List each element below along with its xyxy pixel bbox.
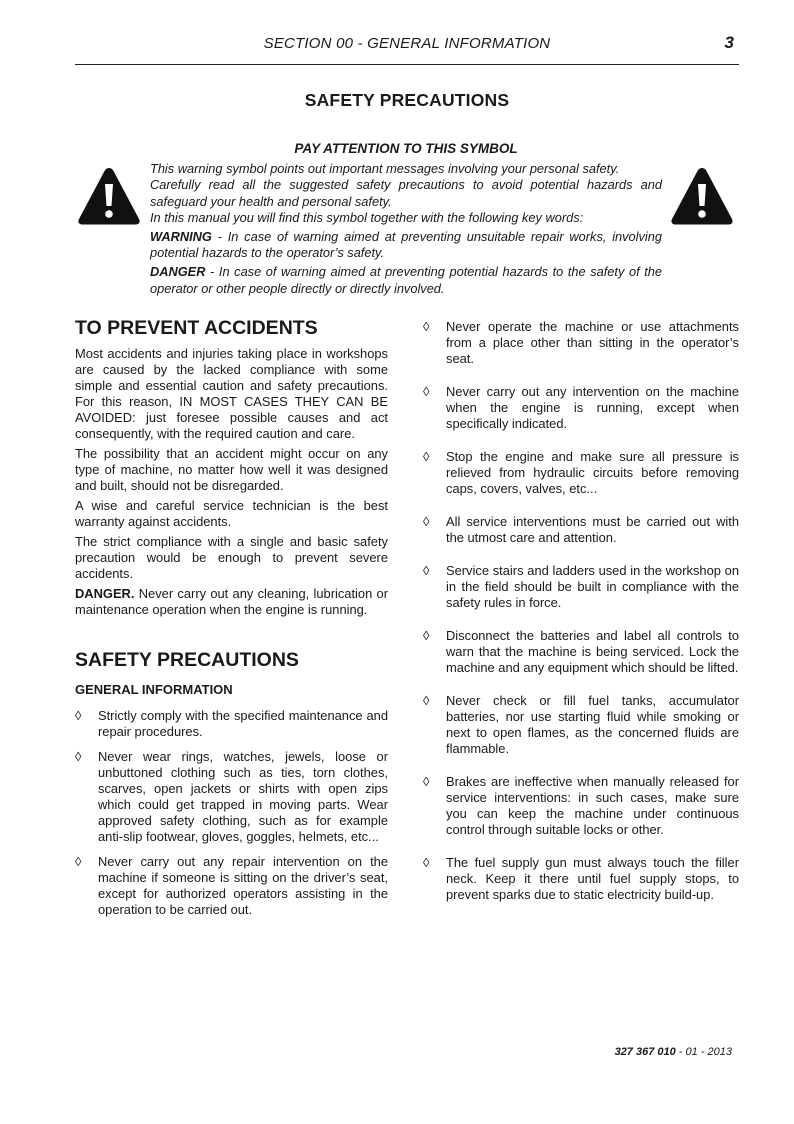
list-item <box>75 749 388 845</box>
accidents-heading: TO PREVENT ACCIDENTS <box>75 317 318 339</box>
bullet-text: Service stairs and ladders used in the workshop on in the field should be built in compliance with the safety rules in force. <box>446 563 739 610</box>
diamond-bullet-icon: ◊ <box>423 628 430 643</box>
diamond-bullet-icon: ◊ <box>75 708 82 723</box>
accidents-paragraph: A wise and careful service technician is the best warranty against accidents. <box>75 498 388 529</box>
list-item <box>423 384 739 432</box>
right-bullet-list <box>423 319 739 903</box>
attention-intro: In this manual you will find this symbol together with the following key words: <box>150 209 584 225</box>
danger-definition <box>150 264 662 296</box>
diamond-bullet-icon: ◊ <box>423 514 430 529</box>
page-number: 3 <box>724 33 734 52</box>
safety-heading: SAFETY PRECAUTIONS <box>75 649 299 671</box>
bullet-text: Strictly comply with the specified maintenance and repair procedures. <box>98 708 388 739</box>
document-number: 327 367 010 <box>614 1046 676 1058</box>
accidents-paragraph: The strict compliance with a single and basic safety precaution would be enough to prevent severe accidents. <box>75 534 388 581</box>
danger-note-label: DANGER. <box>75 586 135 601</box>
main-title: SAFETY PRECAUTIONS <box>304 90 510 110</box>
bullet-text: Brakes are ineffective when manually released for service interventions: in such cases, make sure you can keep the machine under continuous control through suitable locks or other. <box>446 774 739 837</box>
accidents-paragraph: Most accidents and injuries taking place in workshops are caused by the lacked compliance with some simple and essential caution and safety precautions. For this reason, IN MOST CASES THEY CAN BE AVOIDED: just foresee possible causes and act consequently, with the required caution and care. <box>75 346 388 441</box>
list-item <box>423 514 739 546</box>
list-item <box>423 449 739 497</box>
bullet-text: Never carry out any repair intervention on the machine if someone is sitting on the driver’s seat, except for authorized operators assisting in the operation to be carried out. <box>98 854 388 917</box>
revision-date: - 01 - 2013 <box>675 1046 732 1058</box>
bullet-text: Stop the engine and make sure all pressure is relieved from hydraulic circuits before removing caps, covers, valves, etc... <box>446 449 739 496</box>
attention-block <box>150 141 662 297</box>
list-item <box>75 708 388 740</box>
warning-definition <box>150 229 662 261</box>
diamond-bullet-icon: ◊ <box>75 749 82 764</box>
diamond-bullet-icon: ◊ <box>423 855 430 870</box>
attention-intro: Carefully read all the suggested safety precautions to avoid potential hazards and safeguard your health and personal safety. <box>150 177 662 209</box>
bullet-text: Never check or fill fuel tanks, accumulator batteries, nor use starting fluid while smoking or next to open flames, as the concerned fluids are flammable. <box>446 693 739 756</box>
attention-intro: This warning symbol points out important messages involving your personal safety. <box>150 161 620 177</box>
bullet-text: Never wear rings, watches, jewels, loose or unbuttoned clothing such as ties, torn clothes, scarves, open jackets or shirts with open zips which could get trapped in moving parts. Wear approved safety clothing, such as for example anti-slip footwear, gloves, goggles, helmets, etc... <box>98 749 388 844</box>
diamond-bullet-icon: ◊ <box>423 449 430 464</box>
diamond-bullet-icon: ◊ <box>75 854 82 869</box>
bullet-text: All service interventions must be carried out with the utmost care and attention. <box>446 514 739 545</box>
left-bullet-list <box>75 708 388 918</box>
diamond-bullet-icon: ◊ <box>423 693 430 708</box>
right-column <box>423 319 739 920</box>
diamond-bullet-icon: ◊ <box>423 563 430 578</box>
list-item <box>423 774 739 838</box>
accidents-paragraph: The possibility that an accident might occur on any type of machine, no matter how well it was designed and built, should not be disregarded. <box>75 446 388 493</box>
attention-title: PAY ATTENTION TO THIS SYMBOL <box>294 141 518 156</box>
bullet-text: Never operate the machine or use attachments from a place other than sitting in the operator’s seat. <box>446 319 739 366</box>
list-item <box>423 319 739 367</box>
section-title: SECTION 00 - GENERAL INFORMATION <box>263 35 551 52</box>
list-item <box>423 563 739 611</box>
diamond-bullet-icon: ◊ <box>423 384 430 399</box>
page-footer <box>615 1046 732 1058</box>
warning-keyword: WARNING <box>150 229 212 245</box>
list-item <box>423 628 739 676</box>
page-header <box>75 28 739 65</box>
warning-triangle-icon <box>77 166 141 226</box>
bullet-text: The fuel supply gun must always touch the filler neck. Keep it there until fuel supply stops, to prevent sparks due to static electricity build-up. <box>446 855 739 902</box>
warning-text: - In case of warning aimed at preventing unsuitable repair works, involving potential hazards to the operator’s safety. <box>150 229 662 261</box>
list-item <box>423 855 739 903</box>
danger-text: - In case of warning aimed at preventing potential hazards to the safety of the operator or other people directly or directly involved. <box>150 264 662 296</box>
bullet-text: Disconnect the batteries and label all controls to warn that the machine is being serviced. Lock the machine and any equipment which should be lifted. <box>446 628 739 675</box>
list-item <box>423 693 739 757</box>
list-item <box>75 854 388 918</box>
diamond-bullet-icon: ◊ <box>423 319 430 334</box>
bullet-text: Never carry out any intervention on the machine when the engine is running, except when specifically indicated. <box>446 384 739 431</box>
warning-triangle-icon <box>670 166 734 226</box>
general-information-subheading: GENERAL INFORMATION <box>75 682 233 697</box>
danger-note-text: Never carry out any cleaning, lubrication or maintenance operation when the engine is running. <box>75 586 388 617</box>
danger-keyword: DANGER <box>150 264 206 280</box>
danger-note <box>75 586 388 618</box>
diamond-bullet-icon: ◊ <box>423 774 430 789</box>
left-column <box>75 316 388 927</box>
